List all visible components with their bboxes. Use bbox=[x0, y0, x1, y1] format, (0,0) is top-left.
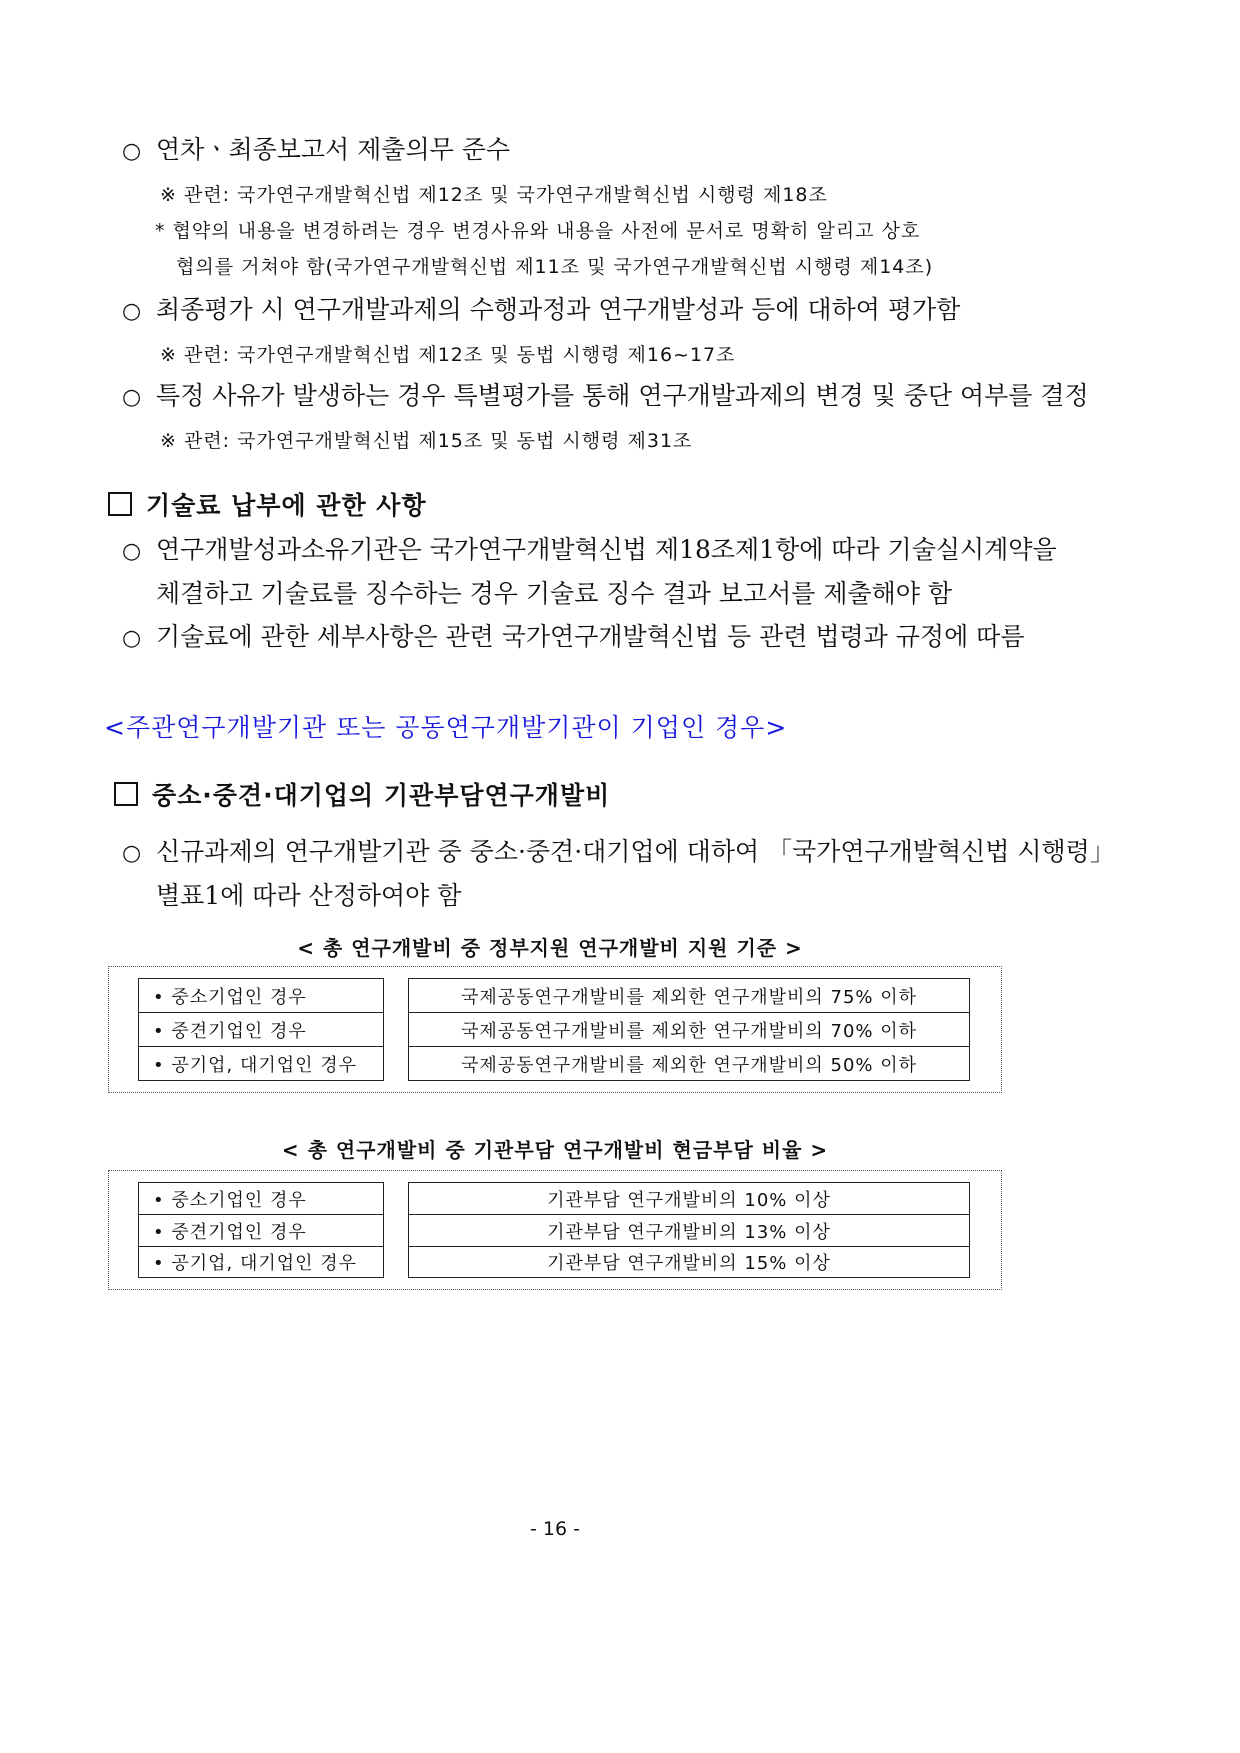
table1-row-3-value: 국제공동연구개발비를 제외한 연구개발비의 50% 이하 bbox=[408, 1046, 970, 1081]
royalty-bullet-1-line-1: ○ 연구개발성과소유기관은 국가연구개발혁신법 제18조제1항에 따라 기술실시계약을 bbox=[122, 535, 1057, 564]
page-number: - 16 - bbox=[530, 1518, 580, 1540]
report-bullet-3: ○ 특정 사유가 발생하는 경우 특별평가를 통해 연구개발과제의 변경 및 중단 여부를 결정 bbox=[122, 381, 1089, 410]
table2-row-1-type: • 중소기업인 경우 bbox=[138, 1182, 384, 1215]
table2-row-1-value: 기관부담 연구개발비의 10% 이상 bbox=[408, 1182, 970, 1215]
report-note-3: ※ 관련: 국가연구개발혁신법 제15조 및 동법 시행령 제31조 bbox=[160, 430, 693, 452]
checkbox-square-icon bbox=[108, 492, 132, 516]
report-note-1: ※ 관련: 국가연구개발혁신법 제12조 및 국가연구개발혁신법 시행령 제18조 bbox=[160, 184, 828, 206]
report-bullet-1: ○ 연차ㆍ최종보고서 제출의무 준수 bbox=[122, 135, 510, 164]
report-star-line-2: 협의를 거쳐야 함(국가연구개발혁신법 제11조 및 국가연구개발혁신법 시행령 제14조) bbox=[176, 256, 934, 278]
royalty-bullet-2: ○ 기술료에 관한 세부사항은 관련 국가연구개발혁신법 등 관련 법령과 규정에 따름 bbox=[122, 622, 1025, 651]
enterprise-title: <주관연구개발기관 또는 공동연구개발기관이 기업인 경우> bbox=[104, 713, 788, 742]
table2-row-2-value: 기관부담 연구개발비의 13% 이상 bbox=[408, 1214, 970, 1247]
royalty-bullet-1-line-2: 체결하고 기술료를 징수하는 경우 기술료 징수 결과 보고서를 제출해야 함 bbox=[156, 579, 953, 608]
report-note-2: ※ 관련: 국가연구개발혁신법 제12조 및 동법 시행령 제16~17조 bbox=[160, 344, 736, 366]
table1-row-1-value: 국제공동연구개발비를 제외한 연구개발비의 75% 이하 bbox=[408, 978, 970, 1013]
table2-caption: < 총 연구개발비 중 기관부담 연구개발비 현금부담 비율 > bbox=[281, 1138, 829, 1162]
circle-bullet-icon: ○ bbox=[122, 841, 142, 866]
circle-bullet-icon: ○ bbox=[122, 626, 142, 651]
table1-row-3-type: • 공기업, 대기업인 경우 bbox=[138, 1046, 384, 1081]
table2-row-2-type: • 중견기업인 경우 bbox=[138, 1214, 384, 1247]
table2-row-3-type: • 공기업, 대기업인 경우 bbox=[138, 1246, 384, 1278]
enterprise-heading: 중소·중견·대기업의 기관부담연구개발비 bbox=[114, 776, 610, 812]
royalty-heading: 기술료 납부에 관한 사항 bbox=[108, 486, 427, 522]
enterprise-bullet-1-line-2: 별표1에 따라 산정하여야 함 bbox=[156, 881, 462, 910]
table1-row-2-type: • 중견기업인 경우 bbox=[138, 1012, 384, 1047]
report-star-line-1: * 협약의 내용을 변경하려는 경우 변경사유와 내용을 사전에 문서로 명확히 알리고 상호 bbox=[155, 220, 921, 242]
table1-caption: < 총 연구개발비 중 정부지원 연구개발비 지원 기준 > bbox=[297, 936, 803, 960]
circle-bullet-icon: ○ bbox=[122, 139, 142, 164]
circle-bullet-icon: ○ bbox=[122, 385, 142, 410]
enterprise-bullet-1-line-1: ○ 신규과제의 연구개발기관 중 중소·중견·대기업에 대하여 「국가연구개발혁신법 시행령」 bbox=[122, 837, 1115, 866]
checkbox-square-icon bbox=[114, 782, 138, 806]
table1-row-2-value: 국제공동연구개발비를 제외한 연구개발비의 70% 이하 bbox=[408, 1012, 970, 1047]
circle-bullet-icon: ○ bbox=[122, 539, 142, 564]
circle-bullet-icon: ○ bbox=[122, 299, 142, 324]
report-bullet-2: ○ 최종평가 시 연구개발과제의 수행과정과 연구개발성과 등에 대하여 평가함 bbox=[122, 295, 961, 324]
table1-row-1-type: • 중소기업인 경우 bbox=[138, 978, 384, 1013]
table2-row-3-value: 기관부담 연구개발비의 15% 이상 bbox=[408, 1246, 970, 1278]
